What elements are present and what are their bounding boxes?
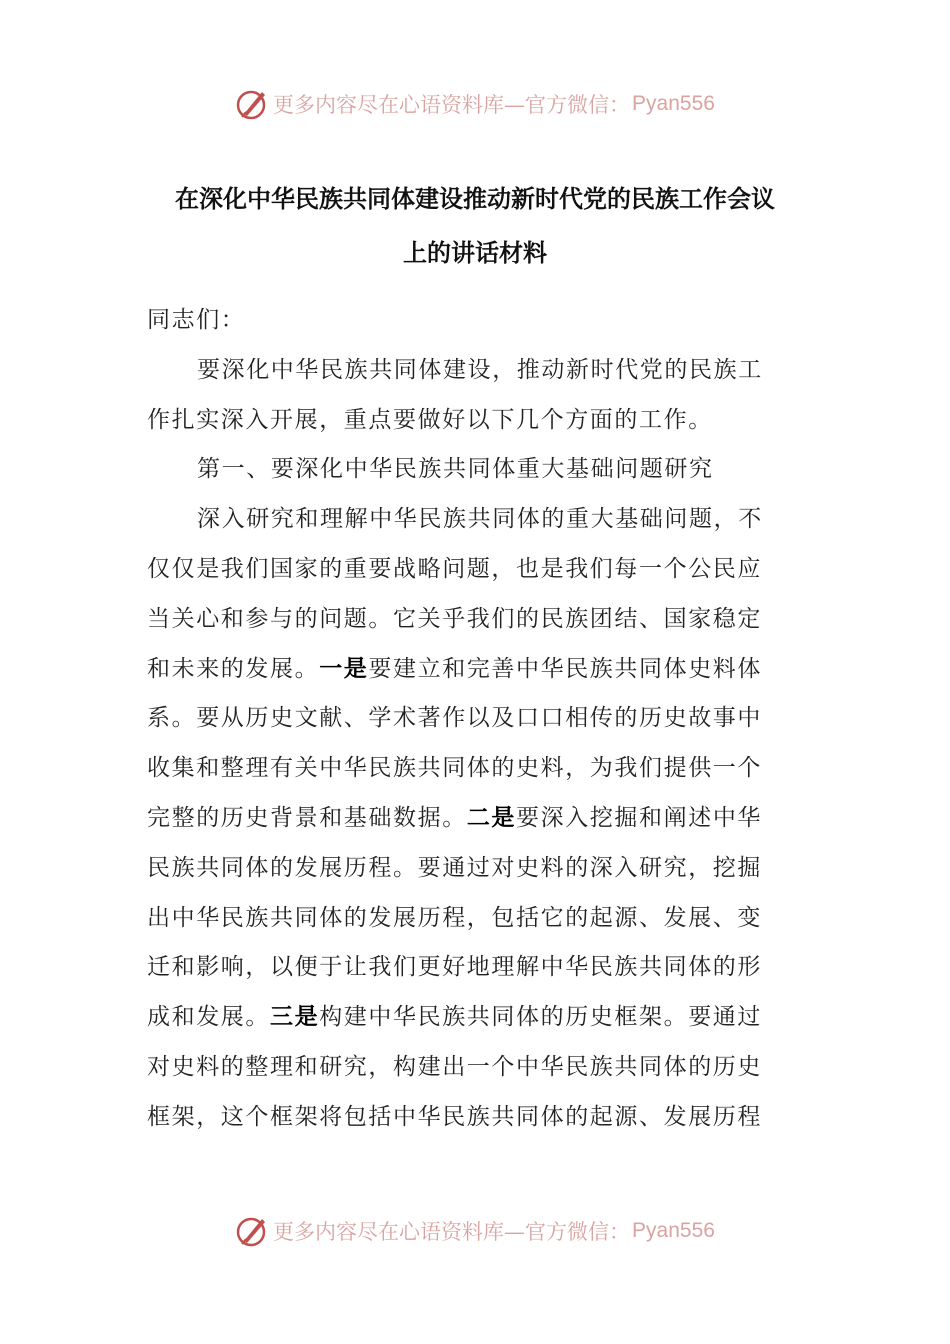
paragraph-line: 迁和影响，以便于让我们更好地理解中华民族共同体的形 bbox=[147, 954, 762, 981]
paragraph-line: 当关心和参与的问题。它关乎我们的民族团结、国家稳定 bbox=[147, 605, 762, 632]
paragraph-line: 框架，这个框架将包括中华民族共同体的起源、发展历程 bbox=[147, 1103, 762, 1130]
quill-logo-icon bbox=[235, 1214, 269, 1248]
intro-line-1: 要深化中华民族共同体建设，推动新时代党的民族工 bbox=[197, 356, 763, 383]
paragraph-line bbox=[147, 993, 787, 1043]
salutation: 同志们： bbox=[147, 307, 246, 333]
paragraph-line: 仅仅是我们国家的重要战略问题，也是我们每一个公民应 bbox=[147, 555, 762, 582]
paragraph-line bbox=[147, 645, 787, 695]
header-watermark bbox=[0, 84, 950, 124]
paragraph-line bbox=[147, 794, 787, 844]
bold-marker: 二是 bbox=[466, 804, 517, 831]
document-body bbox=[147, 296, 787, 1143]
paragraph-line: 出中华民族共同体的发展历程，包括它的起源、发展、变 bbox=[147, 904, 762, 931]
section-heading: 第一、要深化中华民族共同体重大基础问题研究 bbox=[197, 456, 714, 483]
watermark-text: 更多内容尽在心语资料库—官方微信： bbox=[273, 93, 631, 117]
title-line-1: 在深化中华民族共同体建设推动新时代党的民族工作会议 bbox=[175, 185, 775, 213]
wechat-handle: Pyan556 bbox=[632, 1219, 715, 1242]
text-run: 构建中华民族共同体的历史框架。要通过 bbox=[319, 1004, 763, 1031]
watermark-text: 更多内容尽在心语资料库—官方微信： bbox=[273, 1220, 631, 1244]
document-title bbox=[120, 172, 830, 280]
quill-logo-icon bbox=[235, 87, 269, 121]
paragraph-line: 对史料的整理和研究，构建出一个中华民族共同体的历史 bbox=[147, 1053, 762, 1080]
text-run: 要建立和完善中华民族共同体史料体 bbox=[368, 655, 763, 682]
paragraph-line: 收集和整理有关中华民族共同体的史料，为我们提供一个 bbox=[147, 755, 762, 782]
text-run: 成和发展。 bbox=[147, 1004, 270, 1031]
bold-marker: 三是 bbox=[270, 1004, 320, 1031]
footer-watermark bbox=[0, 1211, 950, 1251]
intro-line-2: 作扎实深入开展，重点要做好以下几个方面的工作。 bbox=[147, 406, 713, 433]
text-run: 要深入挖掘和阐述中华 bbox=[516, 804, 763, 831]
title-line-2: 上的讲话材料 bbox=[403, 239, 547, 267]
paragraph-line: 系。要从历史文献、学术著作以及口口相传的历史故事中 bbox=[147, 705, 762, 732]
bold-marker: 一是 bbox=[319, 655, 369, 682]
text-run: 和未来的发展。 bbox=[147, 655, 320, 682]
paragraph-line: 深入研究和理解中华民族共同体的重大基础问题，不 bbox=[197, 506, 763, 533]
wechat-handle: Pyan556 bbox=[632, 92, 715, 115]
paragraph-line: 民族共同体的发展历程。要通过对史料的深入研究，挖掘 bbox=[147, 854, 762, 881]
text-run: 完整的历史背景和基础数据。 bbox=[147, 804, 467, 831]
